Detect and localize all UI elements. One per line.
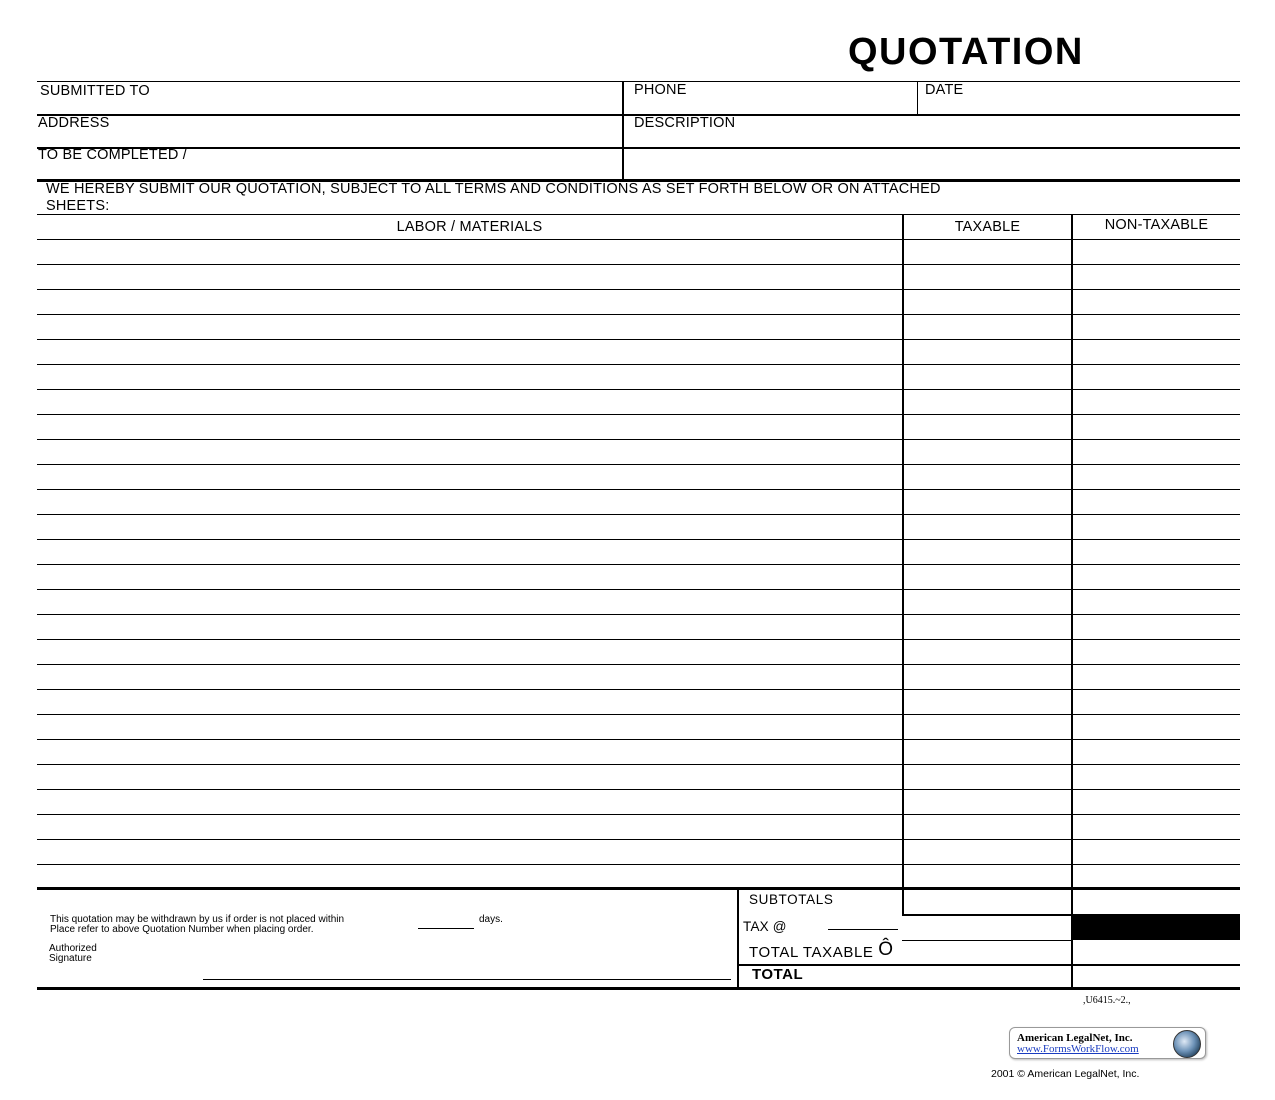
non-taxable-cell[interactable] <box>1073 490 1240 514</box>
labor-materials-cell[interactable] <box>37 690 901 714</box>
taxable-cell[interactable] <box>904 615 1070 639</box>
to-be-completed-extra-field[interactable] <box>624 149 1240 179</box>
non-taxable-cell[interactable] <box>1073 815 1240 839</box>
copyright-text: 2001 © American LegalNet, Inc. <box>991 1068 1140 1080</box>
labor-materials-cell[interactable] <box>37 840 901 864</box>
labor-materials-cell[interactable] <box>37 465 901 489</box>
publisher-logo[interactable] <box>1009 1027 1206 1059</box>
column-header-non-taxable: NON-TAXABLE <box>1104 217 1209 233</box>
divider <box>902 940 1072 941</box>
non-taxable-cell[interactable] <box>1073 315 1240 339</box>
taxable-cell[interactable] <box>904 840 1070 864</box>
labor-materials-cell[interactable] <box>37 715 901 739</box>
non-taxable-cell[interactable] <box>1073 540 1240 564</box>
submitted-to-label: SUBMITTED TO <box>40 83 150 99</box>
row-divider <box>37 864 1240 865</box>
tax-amount-field[interactable] <box>904 916 1070 940</box>
globe-icon <box>1173 1030 1201 1058</box>
non-taxable-cell[interactable] <box>1073 440 1240 464</box>
taxable-cell[interactable] <box>904 290 1070 314</box>
labor-materials-cell[interactable] <box>37 340 901 364</box>
date-label: DATE <box>925 82 964 98</box>
labor-materials-cell[interactable] <box>37 390 901 414</box>
non-taxable-cell[interactable] <box>1073 790 1240 814</box>
taxable-cell[interactable] <box>904 465 1070 489</box>
subtotal-taxable-field[interactable] <box>904 890 1070 914</box>
labor-materials-cell[interactable] <box>37 740 901 764</box>
non-taxable-cell[interactable] <box>1073 290 1240 314</box>
taxable-cell[interactable] <box>904 340 1070 364</box>
authorized-signature-field[interactable] <box>203 960 731 980</box>
labor-materials-cell[interactable] <box>37 415 901 439</box>
tax-rate-field[interactable] <box>828 918 898 930</box>
subtotal-nontaxable-field[interactable] <box>1073 890 1240 914</box>
labor-materials-cell[interactable] <box>37 765 901 789</box>
non-taxable-cell[interactable] <box>1073 690 1240 714</box>
taxable-cell[interactable] <box>904 515 1070 539</box>
description-label: DESCRIPTION <box>634 115 736 131</box>
description-field[interactable] <box>624 116 1240 147</box>
non-taxable-cell[interactable] <box>1073 590 1240 614</box>
non-taxable-cell[interactable] <box>1073 640 1240 664</box>
date-field[interactable] <box>918 82 1240 114</box>
signature-label-line2: Signature <box>49 953 92 964</box>
labor-materials-cell[interactable] <box>37 815 901 839</box>
to-be-completed-label: TO BE COMPLETED / <box>38 147 187 163</box>
non-taxable-cell[interactable] <box>1073 465 1240 489</box>
labor-materials-cell[interactable] <box>37 440 901 464</box>
refer-text: Place refer to above Quotation Number when placing order. <box>50 924 314 935</box>
non-taxable-cell[interactable] <box>1073 390 1240 414</box>
total-taxable-label <box>749 941 894 963</box>
column-header-taxable: TAXABLE <box>954 219 1021 235</box>
non-taxable-cell[interactable] <box>1073 415 1240 439</box>
non-taxable-cell[interactable] <box>1073 665 1240 689</box>
total-label: TOTAL <box>752 966 804 983</box>
taxable-cell[interactable] <box>904 315 1070 339</box>
taxable-cell[interactable] <box>904 490 1070 514</box>
subtotals-label: SUBTOTALS <box>749 892 834 907</box>
non-taxable-cell[interactable] <box>1073 340 1240 364</box>
non-taxable-cell[interactable] <box>1073 715 1240 739</box>
taxable-cell[interactable] <box>904 740 1070 764</box>
taxable-cell[interactable] <box>904 565 1070 589</box>
total-taxable-text: TOTAL TAXABLE <box>749 944 874 961</box>
tax-label: TAX @ <box>743 919 787 934</box>
labor-materials-cell[interactable] <box>37 290 901 314</box>
non-taxable-cell[interactable] <box>1073 765 1240 789</box>
labor-materials-cell[interactable] <box>37 590 901 614</box>
signature-label-line1: Authorized <box>49 943 97 954</box>
withdraw-text-label: This quotation may be withdrawn by us if order is not placed within <box>50 914 345 925</box>
publisher-url-link[interactable]: www.FormsWorkFlow.com <box>1017 1043 1139 1055</box>
taxable-cell[interactable] <box>904 790 1070 814</box>
divider <box>37 987 1240 990</box>
phone-field[interactable] <box>624 82 916 114</box>
withdraw-days-field[interactable] <box>418 916 474 929</box>
taxable-cell[interactable] <box>904 240 1070 264</box>
labor-materials-cell[interactable] <box>37 365 901 389</box>
non-taxable-cell[interactable] <box>1073 240 1240 264</box>
labor-materials-cell[interactable] <box>37 265 901 289</box>
address-field[interactable] <box>37 116 622 147</box>
to-be-completed-field[interactable] <box>37 149 622 179</box>
taxable-cell[interactable] <box>904 665 1070 689</box>
labor-materials-cell[interactable] <box>37 240 901 264</box>
total-amount-field[interactable] <box>1073 966 1240 988</box>
non-taxable-cell[interactable] <box>1073 740 1240 764</box>
taxable-cell[interactable] <box>904 590 1070 614</box>
taxable-cell[interactable] <box>904 640 1070 664</box>
taxable-cell[interactable] <box>904 265 1070 289</box>
non-taxable-cell[interactable] <box>1073 515 1240 539</box>
address-label: ADDRESS <box>38 115 110 131</box>
taxable-cell[interactable] <box>904 715 1070 739</box>
non-taxable-cell[interactable] <box>1073 365 1240 389</box>
labor-materials-cell[interactable] <box>37 315 901 339</box>
taxable-cell[interactable] <box>904 765 1070 789</box>
publisher-name: American LegalNet, Inc. <box>1017 1032 1133 1044</box>
non-taxable-cell[interactable] <box>1073 615 1240 639</box>
arrow-glyph-icon: Ô <box>878 939 894 960</box>
taxable-cell[interactable] <box>904 365 1070 389</box>
taxable-cell[interactable] <box>904 415 1070 439</box>
phone-label: PHONE <box>634 82 687 98</box>
submitted-to-field[interactable] <box>37 82 622 114</box>
divider <box>737 889 739 989</box>
taxable-cell[interactable] <box>904 540 1070 564</box>
labor-materials-cell[interactable] <box>37 540 901 564</box>
non-taxable-cell[interactable] <box>1073 840 1240 864</box>
withdraw-days-suffix: days. <box>479 914 503 925</box>
terms-statement-line1: WE HEREBY SUBMIT OUR QUOTATION, SUBJECT TO ALL TERMS AND CONDITIONS AS SET FORTH BELOW OR ON ATTACHED <box>46 181 941 197</box>
labor-materials-cell[interactable] <box>37 490 901 514</box>
taxable-cell[interactable] <box>904 440 1070 464</box>
terms-statement-line2: SHEETS: <box>46 198 110 214</box>
taxable-cell[interactable] <box>904 815 1070 839</box>
divider <box>37 214 1240 215</box>
labor-materials-cell[interactable] <box>37 565 901 589</box>
total-taxable-amount-field[interactable] <box>1073 941 1240 964</box>
non-taxable-cell[interactable] <box>1073 565 1240 589</box>
labor-materials-cell[interactable] <box>37 515 901 539</box>
non-taxable-cell[interactable] <box>1073 265 1240 289</box>
labor-materials-cell[interactable] <box>37 640 901 664</box>
labor-materials-cell[interactable] <box>37 665 901 689</box>
form-code: ,U6415.~2., <box>1083 995 1131 1006</box>
column-header-labor-materials: LABOR / MATERIALS <box>396 219 543 235</box>
labor-materials-cell[interactable] <box>37 790 901 814</box>
tax-nontaxable-blocked-cell <box>1072 915 1240 940</box>
taxable-cell[interactable] <box>904 690 1070 714</box>
taxable-cell[interactable] <box>904 390 1070 414</box>
labor-materials-cell[interactable] <box>37 615 901 639</box>
form-title: QUOTATION <box>848 31 1084 73</box>
